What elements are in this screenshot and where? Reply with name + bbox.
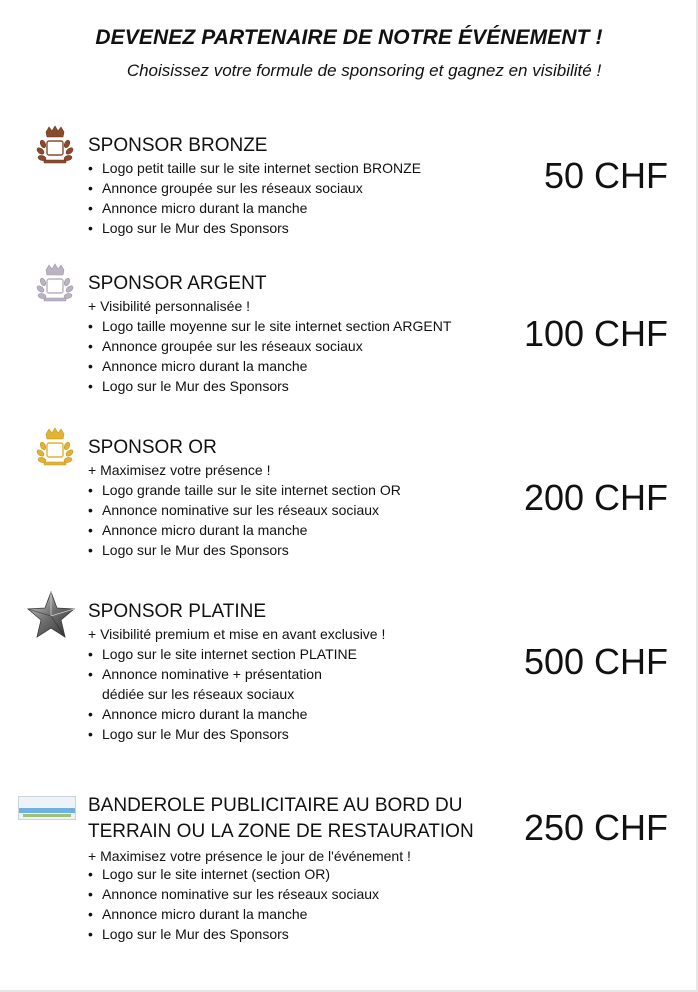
tier-name: SPONSOR BRONZE [88, 135, 268, 156]
page-subtitle: Choisissez votre formule de sponsoring et gagnez en visibilité ! [126, 61, 602, 80]
tier-price: 250 CHF [523, 807, 668, 848]
tier-name-line2: TERRAIN OU LA ZONE DE RESTAURATION [88, 821, 474, 842]
tier-price: 100 CHF [523, 313, 668, 354]
list-item: • Logo sur le Mur des Sponsors [88, 540, 401, 560]
list-item: • Annonce micro durant la manche [88, 520, 401, 540]
list-item: • Logo taille moyenne sur le site internet section ARGENT [88, 316, 451, 336]
list-item: • Logo sur le site internet section PLATINE [88, 644, 357, 664]
list-item: • Logo sur le site internet (section OR) [88, 864, 379, 884]
list-item-text: Annonce nominative + présentation [102, 666, 322, 682]
tier-benefits [88, 316, 451, 396]
tier-benefits [88, 480, 401, 560]
list-item: • Logo grande taille sur le site internet section OR [88, 480, 401, 500]
tier-intro: + Visibilité premium et mise en avant exclusive ! [88, 626, 386, 642]
list-item: • Annonce micro durant la manche [88, 198, 421, 218]
silver-laurel-crown-icon [32, 262, 78, 304]
bronze-laurel-crown-icon [32, 124, 78, 166]
tier-intro: + Maximisez votre présence le jour de l'événement ! [88, 848, 411, 864]
banner-thumbnail-icon [18, 796, 76, 820]
list-item: • Annonce groupée sur les réseaux sociaux [88, 178, 421, 198]
list-item: • Logo petit taille sur le site internet section BRONZE [88, 158, 421, 178]
tier-name: SPONSOR ARGENT [88, 273, 267, 294]
tier-benefits [88, 864, 379, 944]
tier-intro: + Visibilité personnalisée ! [88, 298, 251, 314]
list-item: • Annonce micro durant la manche [88, 704, 357, 724]
list-item: • Logo sur le Mur des Sponsors [88, 924, 379, 944]
tier-intro: + Maximisez votre présence ! [88, 462, 271, 478]
tier-price: 50 CHF [543, 155, 668, 196]
platinum-star-icon [26, 590, 76, 640]
tier-price: 500 CHF [523, 641, 668, 682]
list-item: • Annonce groupée sur les réseaux sociaux [88, 336, 451, 356]
tier-benefits [88, 158, 421, 238]
tier-name: SPONSOR OR [88, 437, 217, 458]
list-item: • Logo sur le Mur des Sponsors [88, 376, 451, 396]
list-item [88, 664, 357, 704]
tier-price: 200 CHF [523, 477, 668, 518]
list-item: • Annonce micro durant la manche [88, 356, 451, 376]
list-item: • Annonce nominative sur les réseaux sociaux [88, 500, 401, 520]
list-item: • Annonce micro durant la manche [88, 904, 379, 924]
list-item: • Annonce nominative sur les réseaux sociaux [88, 884, 379, 904]
tier-name-line1: BANDEROLE PUBLICITAIRE AU BORD DU [88, 795, 463, 816]
page-title: DEVENEZ PARTENAIRE DE NOTRE ÉVÉNEMENT ! [95, 26, 603, 49]
gold-laurel-crown-icon [32, 426, 78, 468]
list-item: • Logo sur le Mur des Sponsors [88, 724, 357, 744]
tier-benefits [88, 644, 357, 744]
tier-name: SPONSOR PLATINE [88, 601, 267, 622]
list-item-continuation: dédiée sur les réseaux sociaux [102, 686, 295, 702]
list-item: • Logo sur le Mur des Sponsors [88, 218, 421, 238]
